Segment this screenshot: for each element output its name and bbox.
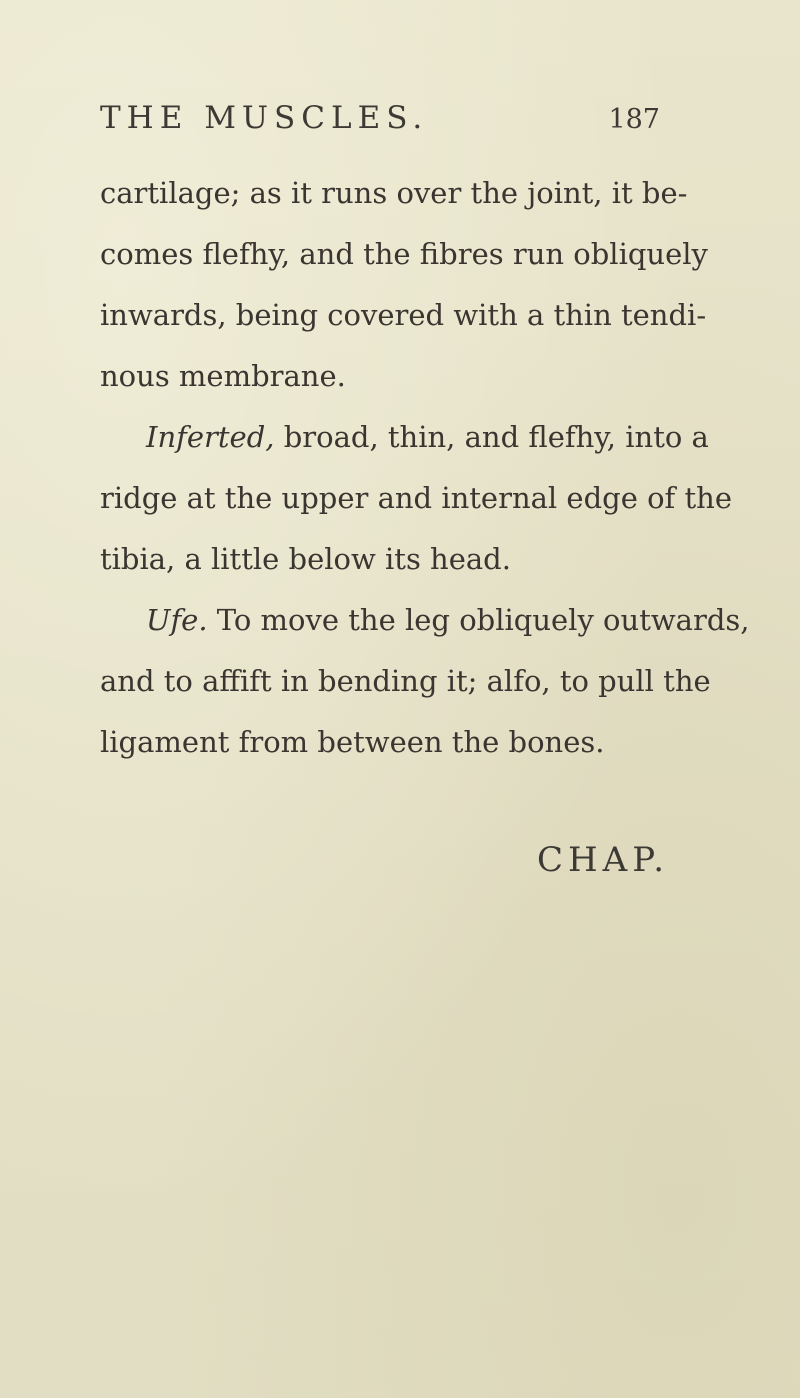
paragraph-first-line — [100, 407, 709, 468]
text-line: tibia, a little below its head. — [100, 542, 511, 576]
paragraph-lead-word: Ufe. — [146, 603, 208, 637]
text-line: comes flefhy, and the fibres run obliquely — [100, 237, 708, 271]
text-line: inwards, being covered with a thin tendi- — [100, 298, 707, 332]
text-line: and to affift in bending it; alfo, to pull the — [100, 664, 711, 698]
text-line: nous membrane. — [100, 359, 346, 393]
paragraph-first-line — [100, 590, 750, 651]
text-line: ligament from between the bones. — [100, 725, 605, 759]
text-line: ridge at the upper and internal edge of the — [100, 481, 732, 515]
text-fragment: broad, thin, and flefhy, into a — [283, 420, 709, 454]
running-title: THE MUSCLES. — [100, 100, 429, 136]
paragraph-lead-word: Inferted, — [146, 420, 275, 454]
text-line: cartilage; as it runs over the joint, it be- — [100, 176, 688, 210]
body-text — [100, 163, 750, 773]
catchword: CHAP. — [537, 840, 670, 880]
page-number: 187 — [608, 104, 660, 135]
text-fragment: To move the leg obliquely outwards, — [216, 603, 750, 637]
page-header — [100, 100, 660, 150]
